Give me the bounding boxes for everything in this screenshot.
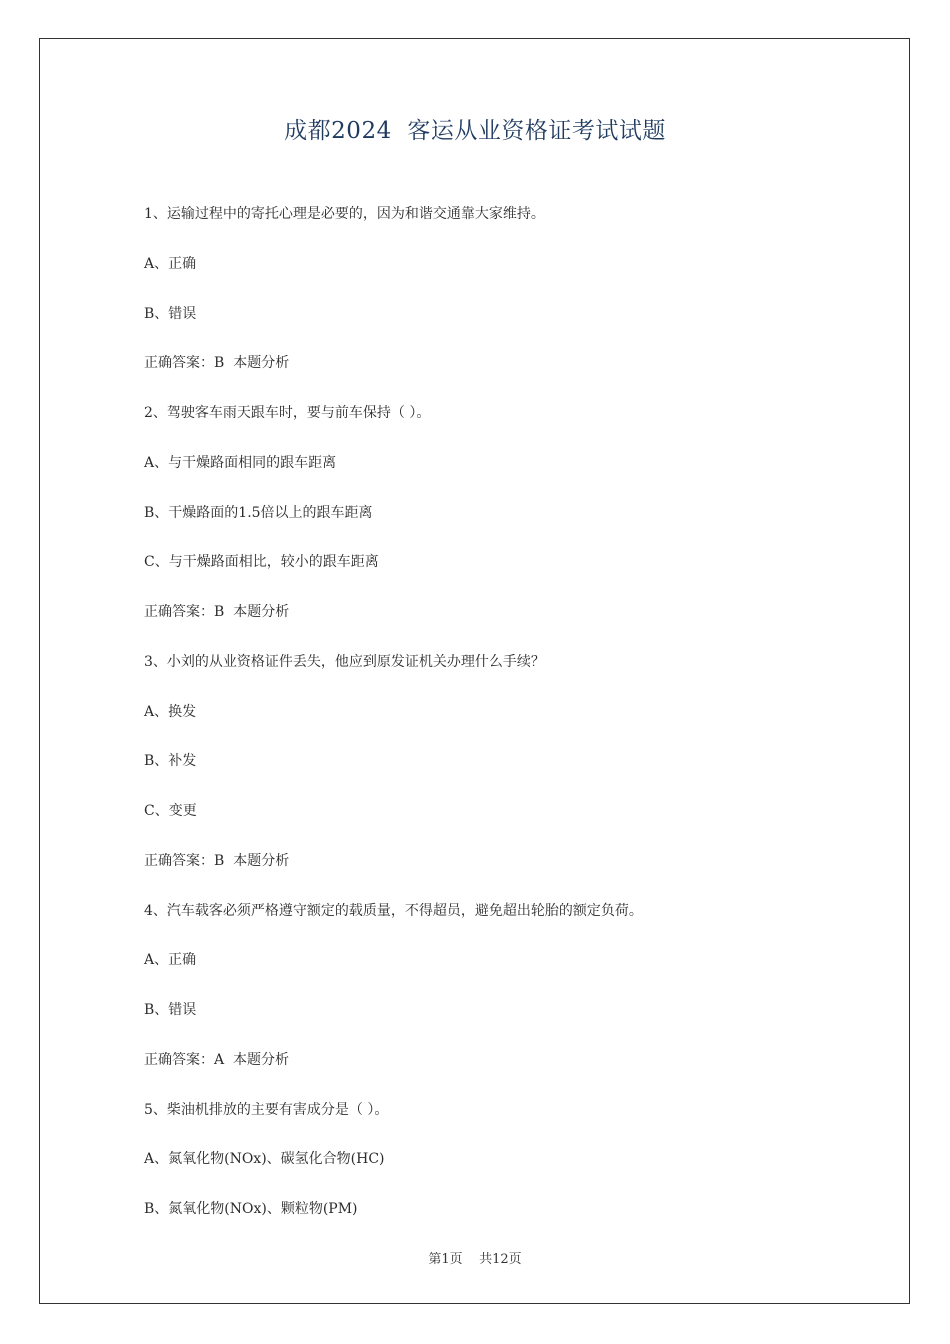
question-2-option-b: B、干燥路面的1.5倍以上的跟车距离 [144, 504, 373, 521]
question-3-option-c: C、变更 [144, 803, 197, 819]
question-5-text: 5、柴油机排放的主要有害成分是（ ）。 [144, 1101, 389, 1118]
question-3-option-a: A、换发 [144, 703, 197, 720]
question-4-option-a: A、正确 [144, 952, 197, 969]
question-2-text: 2、驾驶客车雨天跟车时，要与前车保持（ ）。 [144, 405, 431, 421]
question-2-option-c: C、与干燥路面相比，较小的跟车距离 [144, 554, 379, 571]
question-3-option-b: B、补发 [144, 753, 197, 770]
question-list [144, 201, 864, 1246]
question-1-text: 1、运输过程中的寄托心理是必要的，因为和谐交通靠大家维持。 [144, 206, 545, 222]
question-2-answer: 正确答案：B 本题分析 [144, 604, 290, 620]
question-2-option-a: A、与干燥路面相同的跟车距离 [144, 454, 337, 471]
question-1-answer: 正确答案：B 本题分析 [144, 355, 290, 372]
question-5-option-a: A、氮氧化物(NOx)、碳氢化合物(HC) [144, 1151, 385, 1168]
question-3-text: 3、小刘的从业资格证件丢失，他应到原发证机关办理什么手续？ [144, 653, 545, 670]
question-1-option-b: B、错误 [144, 305, 197, 322]
question-4-option-b: B、错误 [144, 1002, 197, 1018]
document-title: 成都2024 客运从业资格证考试试题 [284, 118, 666, 144]
question-1-option-a: A、正确 [144, 255, 197, 272]
question-5-option-b: B、氮氧化物(NOx)、颗粒物(PM) [144, 1201, 358, 1217]
page-footer: 第1页 共12页 [428, 1252, 522, 1267]
question-4-text: 4、汽车载客必须严格遵守额定的载质量，不得超员，避免超出轮胎的额定负荷。 [144, 902, 643, 919]
question-3-answer: 正确答案：B 本题分析 [144, 852, 290, 869]
question-4-answer: 正确答案：A 本题分析 [144, 1051, 290, 1068]
